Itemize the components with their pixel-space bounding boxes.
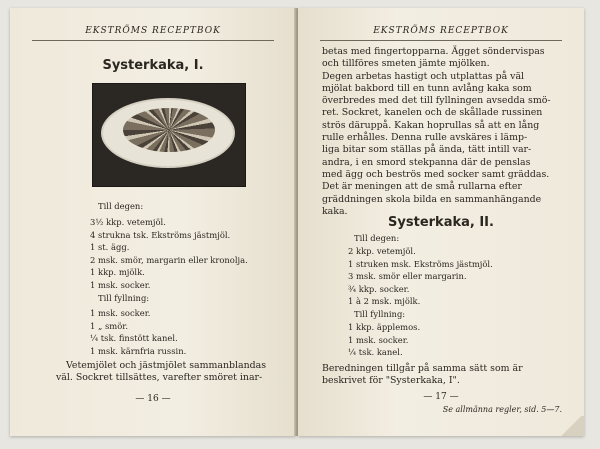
right-page [298,8,584,436]
list-item: 1 struken msk. Ekströms jästmjöl. [348,258,493,269]
text-line: överbredes med det till fyllningen avsedda smö- [322,95,551,107]
list-item: ¼ tsk. finstött kanel. [90,333,178,344]
page-number: — 16 — [135,394,171,404]
text-line: och tillföres smeten jämte mjölken. [322,58,490,70]
text-line: med ägg och beströs med socker samt gräddas. [322,168,550,180]
list-item: 1 msk. socker. [90,279,151,290]
method-text [322,46,562,218]
list-item: 2 msk. smör, margarin eller kronolja. [90,254,248,265]
list-item: 1 kkp. mjölk. [90,267,145,278]
list-item: 1 msk. socker. [90,308,151,318]
method-text [56,360,272,385]
list-item: 2 kkp. vetemjöl. [348,246,416,256]
text-line: ret. Sockret, kanelen och de skållade russinen [322,107,543,119]
book-spread [10,8,590,438]
dough-heading: Till degen: [98,201,144,211]
text-line: mjölat bakbord till en tunn avlång kaka som [322,82,532,94]
left-page [10,8,296,436]
page-number: — 17 — [423,392,459,402]
text-line: Degen arbetas hastigt och utplattas på väl [322,70,525,82]
cake-shape [123,108,215,152]
text-line: Beredningen tillgår på samma sätt som är [322,363,523,374]
list-item: 3½ kkp. vetemjöl. [90,217,166,227]
list-item: 1 à 2 msk. mjölk. [348,296,421,307]
running-header: EKSTRÖMS RECEPTBOK [85,26,221,36]
dough-ingredient-list [348,245,493,308]
list-item: 1 msk. kärnfria russin. [90,345,187,356]
list-item: 1 kkp. äpplemos. [348,322,421,332]
dough-ingredient-list [90,216,248,292]
folded-corner [558,416,584,436]
text-line: rulle erhålles. Denna rulle avskäres i lämp- [322,132,528,144]
text-line: Vetemjölet och jästmjölet sammanblandas [66,360,267,371]
filling-ingredient-list [90,307,186,357]
filling-ingredient-list [348,321,420,359]
footnote: Se allmänna regler, sid. 5—7. [442,405,562,414]
list-item: 1 st. ägg. [90,242,130,253]
list-item: 4 strukna tsk. Ekströms jästmjöl. [90,229,231,240]
text-line: betas med fingertopparna. Ägget söndervispas [322,46,545,57]
list-item: 1 msk. socker. [348,334,409,345]
filling-heading: Till fyllning: [354,309,406,319]
text-line: andra, i en smord stekpanna där de penslas [322,156,531,168]
header-rule [32,40,274,41]
recipe-title: Systerkaka, I. [102,58,204,73]
list-item: 3 msk. smör eller margarin. [348,271,467,282]
cake-photo [92,83,246,187]
running-header: EKSTRÖMS RECEPTBOK [373,26,509,36]
filling-heading: Till fyllning: [98,293,150,303]
text-line: beskrivet för "Systerkaka, I". [322,375,460,387]
dough-heading: Till degen: [354,233,400,243]
list-item: ¼ tsk. kanel. [348,347,403,358]
header-rule [320,40,562,41]
text-line: väl. Sockret tillsättes, varefter smöret inar- [56,372,263,384]
text-line: strös däruppå. Kakan hoprullas så att en lång [322,119,540,131]
text-line: kaka. [322,205,348,217]
text-line: liga bitar som ställas på ända, tätt intill var- [322,144,532,156]
text-line: gräddningen skola bilda en sammanhängande [322,193,542,205]
list-item: ¾ kkp. socker. [348,283,410,294]
closing-text [322,363,562,388]
text-line: Det är meningen att de små rullarna efter [322,181,522,193]
recipe-title: Systerkaka, II. [388,215,494,230]
list-item: 1 „ smör. [90,320,129,331]
